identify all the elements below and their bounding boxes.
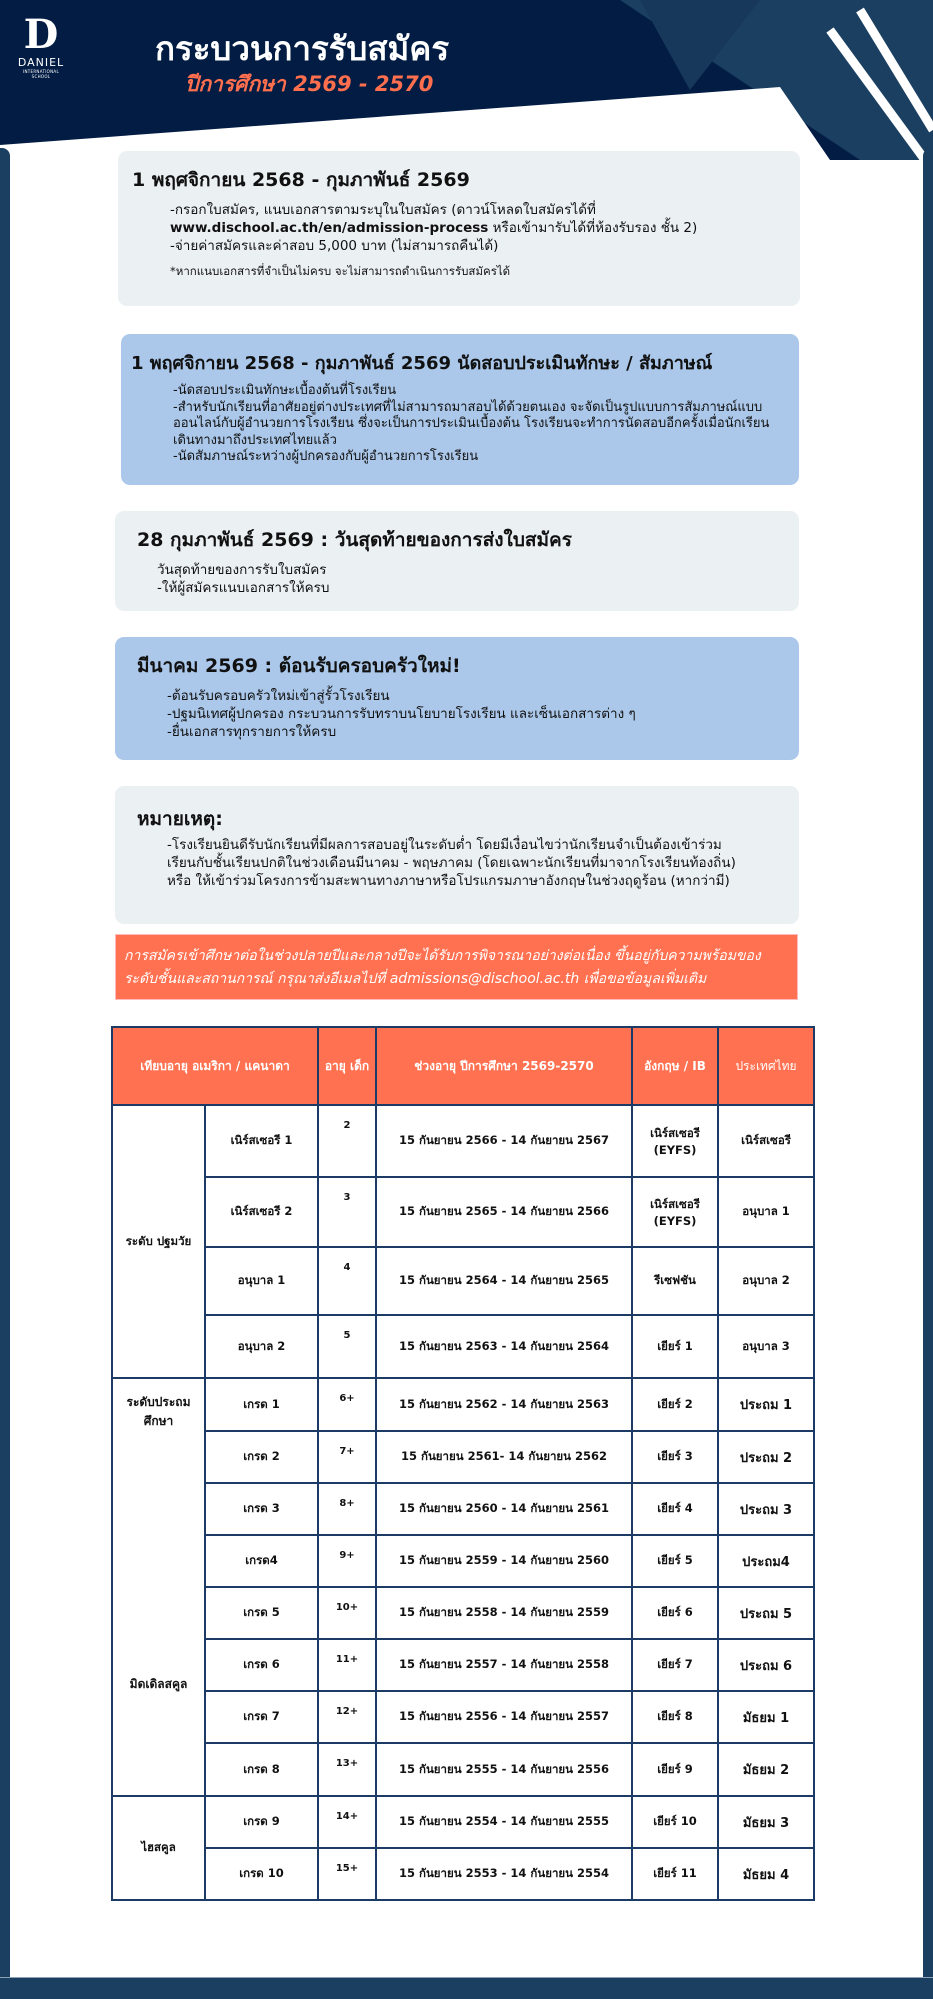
child-age: 7+ [318, 1431, 376, 1483]
birth-date-range: 15 กันยายน 2560 - 14 กันยายน 2561 [376, 1483, 632, 1535]
table-row [112, 1639, 814, 1691]
table-header: เทียบอายุ อเมริกา / แคนาดา อายุ เด็ก ช่วงอายุ ปีการศึกษา 2569-2570 อังกฤษ / IB ประเทศไทย [112, 1027, 814, 1105]
level-group [112, 1796, 205, 1900]
table-row [112, 1315, 814, 1378]
child-age: 9+ [318, 1535, 376, 1587]
child-age: 5 [318, 1315, 376, 1378]
table-row [112, 1177, 814, 1247]
birth-date-range: 15 กันยายน 2553 - 14 กันยายน 2554 [376, 1848, 632, 1900]
birth-date-range: 15 กันยายน 2558 - 14 กันยายน 2559 [376, 1587, 632, 1639]
uk-ib-year: เยียร์ 9 [632, 1743, 718, 1796]
us-grade: เกรด4 [205, 1535, 318, 1587]
child-age: 3 [318, 1177, 376, 1247]
table-row [112, 1691, 814, 1743]
uk-ib-year: รีเซฟชัน [632, 1247, 718, 1315]
uk-ib-year: เยียร์ 7 [632, 1639, 718, 1691]
birth-date-range: 15 กันยายน 2554 - 14 กันยายน 2555 [376, 1796, 632, 1848]
child-age: 15+ [318, 1848, 376, 1900]
thai-grade: ประถม 1 [718, 1378, 814, 1431]
birth-date-range: 15 กันยายน 2562 - 14 กันยายน 2563 [376, 1378, 632, 1431]
step-deadline: 28 กุมภาพันธ์ 2569 : วันสุดท้ายของการส่งใบสมัคร วันสุดท้ายของการรับใบสมัคร -ให้ผู้สมัครแนบเอกสารให้ครบ [115, 511, 799, 611]
uk-ib-year: เนิร์สเซอรี (EYFS) [632, 1105, 718, 1177]
age-grade-table [111, 1026, 815, 1901]
thai-grade: ประถม 6 [718, 1639, 814, 1691]
thai-grade: อนุบาล 1 [718, 1177, 814, 1247]
birth-date-range: 15 กันยายน 2563 - 14 กันยายน 2564 [376, 1315, 632, 1378]
thai-grade: ประถม 2 [718, 1431, 814, 1483]
thai-grade: มัธยม 3 [718, 1796, 814, 1848]
child-age: 6+ [318, 1378, 376, 1431]
us-grade: เกรด 6 [205, 1639, 318, 1691]
table-row [112, 1378, 814, 1431]
birth-date-range: 15 กันยายน 2561- 14 กันยายน 2562 [376, 1431, 632, 1483]
uk-ib-year: เยียร์ 10 [632, 1796, 718, 1848]
group-label: ระดับประถม ศึกษา [126, 1395, 191, 1428]
us-grade: เกรด 3 [205, 1483, 318, 1535]
thai-grade: มัธยม 4 [718, 1848, 814, 1900]
uk-ib-year: เนิร์สเซอรี (EYFS) [632, 1177, 718, 1247]
child-age: 11+ [318, 1639, 376, 1691]
thai-grade: เนิร์สเซอรี [718, 1105, 814, 1177]
admission-link[interactable]: www.dischool.ac.th/en/admission-process [170, 220, 489, 236]
page-title: กระบวนการรับสมัคร [155, 29, 450, 68]
us-grade: เกรด 2 [205, 1431, 318, 1483]
table-row [112, 1535, 814, 1587]
table-row [112, 1796, 814, 1848]
us-grade: เกรด 9 [205, 1796, 318, 1848]
thai-grade: มัธยม 2 [718, 1743, 814, 1796]
birth-date-range: 15 กันยายน 2555 - 14 กันยายน 2556 [376, 1743, 632, 1796]
table-row [112, 1743, 814, 1796]
table-row [112, 1848, 814, 1900]
step-assessment: 1 พฤศจิกายน 2568 - กุมภาพันธ์ 2569 นัดสอบประเมินทักษะ / สัมภาษณ์ -นัดสอบประเมินทักษะเบื้องต้นที่โรงเรียน -สำหรับนักเรียนที่อาศัยอยู่ต่างประเทศที่ไม่สามารถมาสอบได้ด้วยตนเอง จะจัดเป็นรูปแบบการสัมภาษณ์แบบออนไลน์กับผู้อำนวยการโรงเรียน ซึ่งจะเป็นการประเมินเบื้องต้น โรงเรียนจะทำการนัดสอบอีกครั้งเมื่อนักเรียนเดินทางมาถึงประเทศไทยแล้ว -นัดสัมภาษณ์ระหว่างผู้ปกครองกับผู้อำนวยการโรงเรียน [121, 334, 799, 485]
us-grade: เนิร์สเซอรี 2 [205, 1177, 318, 1247]
us-grade: เกรด 8 [205, 1743, 318, 1796]
table-row [112, 1587, 814, 1639]
level-group [112, 1105, 205, 1378]
birth-date-range: 15 กันยายน 2557 - 14 กันยายน 2558 [376, 1639, 632, 1691]
us-grade: เกรด 5 [205, 1587, 318, 1639]
remarks: หมายเหตุ: -โรงเรียนยินดีรับนักเรียนที่มีผลการสอบอยู่ในระดับต่ำ โดยมีเงื่อนไขว่านักเรียนจำเป็นต้องเข้าร่วมเรียนกับชั้นเรียนปกติในช่วงเดือนมีนาคม - พฤษภาคม (โดยเฉพาะนักเรียนที่มาจากโรงเรียนท้องถิ่น) หรือ ให้เข้าร่วมโครงการข้ามสะพานทางภาษาหรือโปรแกรมภาษาอังกฤษในช่วงฤดูร้อน (หากว่ามี) [115, 786, 799, 924]
us-grade: อนุบาล 1 [205, 1247, 318, 1315]
birth-date-range: 15 กันยายน 2566 - 14 กันยายน 2567 [376, 1105, 632, 1177]
mid-year-admission-banner: การสมัครเข้าศึกษาต่อในช่วงปลายปีและกลางปีจะได้รับการพิจารณาอย่างต่อเนื่อง ขึ้นอยู่กับความพร้อมของระดับชั้นและสถานการณ์ กรุณาส่งอีเมลไปที่ admissions@dischool.ac.th เพื่อขอข้อมูลเพิ่มเติม [115, 934, 798, 1000]
level-group [112, 1378, 205, 1796]
group-label: ไฮสคูล [141, 1840, 176, 1854]
thai-grade: อนุบาล 2 [718, 1247, 814, 1315]
left-border [0, 148, 10, 1978]
child-age: 13+ [318, 1743, 376, 1796]
child-age: 2 [318, 1105, 376, 1177]
group-label: ระดับ ปฐมวัย [125, 1233, 192, 1248]
thai-grade: ประถม 5 [718, 1587, 814, 1639]
thai-grade: ประถม4 [718, 1535, 814, 1587]
group-label: มิดเดิลสคูล [129, 1677, 188, 1691]
step-welcome: มีนาคม 2569 : ต้อนรับครอบครัวใหม่! -ต้อนรับครอบครัวใหม่เข้าสู่รั้วโรงเรียน -ปฐมนิเทศผู้ปกครอง กระบวนการรับทราบนโยบายโรงเรียน และเซ็นเอกสารต่าง ๆ -ยื่นเอกสารทุกรายการให้ครบ [115, 637, 799, 760]
us-grade: เนิร์สเซอรี 1 [205, 1105, 318, 1177]
child-age: 10+ [318, 1587, 376, 1639]
birth-date-range: 15 กันยายน 2556 - 14 กันยายน 2557 [376, 1691, 632, 1743]
footer-bar [0, 1977, 933, 1999]
academic-year: ปีการศึกษา 2569 - 2570 [185, 72, 434, 96]
birth-date-range: 15 กันยายน 2559 - 14 กันยายน 2560 [376, 1535, 632, 1587]
uk-ib-year: เยียร์ 5 [632, 1535, 718, 1587]
us-grade: เกรด 1 [205, 1378, 318, 1431]
thai-grade: มัธยม 1 [718, 1691, 814, 1743]
thai-grade: ประถม 3 [718, 1483, 814, 1535]
table-row [112, 1105, 814, 1177]
table-row [112, 1247, 814, 1315]
us-grade: เกรด 10 [205, 1848, 318, 1900]
child-age: 4 [318, 1247, 376, 1315]
uk-ib-year: เยียร์ 11 [632, 1848, 718, 1900]
child-age: 8+ [318, 1483, 376, 1535]
uk-ib-year: เยียร์ 3 [632, 1431, 718, 1483]
uk-ib-year: เยียร์ 6 [632, 1587, 718, 1639]
birth-date-range: 15 กันยายน 2564 - 14 กันยายน 2565 [376, 1247, 632, 1315]
table-row [112, 1431, 814, 1483]
right-border [923, 148, 933, 1978]
child-age: 14+ [318, 1796, 376, 1848]
uk-ib-year: เยียร์ 4 [632, 1483, 718, 1535]
step-application: 1 พฤศจิกายน 2568 - กุมภาพันธ์ 2569 -กรอกใบสมัคร, แนบเอกสารตามระบุในใบสมัคร (ดาวน์โหลดใบสมัครได้ที่ www.dischool.ac.th/en/admission-process หรือเข้ามารับได้ที่ห้องรับรอง ชั้น 2) -จ่ายค่าสมัครและค่าสอบ 5,000 บาท (ไม่สามารถคืนได้) *หากแนบเอกสารที่จำเป็นไม่ครบ จะไม่สามารถดำเนินการรับสมัครได้ [118, 151, 800, 306]
us-grade: เกรด 7 [205, 1691, 318, 1743]
uk-ib-year: เยียร์ 1 [632, 1315, 718, 1378]
uk-ib-year: เยียร์ 8 [632, 1691, 718, 1743]
us-grade: อนุบาล 2 [205, 1315, 318, 1378]
thai-grade: อนุบาล 3 [718, 1315, 814, 1378]
table-row [112, 1483, 814, 1535]
school-logo: D DANIEL INTERNATIONAL SCHOOL [17, 11, 65, 79]
uk-ib-year: เยียร์ 2 [632, 1378, 718, 1431]
birth-date-range: 15 กันยายน 2565 - 14 กันยายน 2566 [376, 1177, 632, 1247]
child-age: 12+ [318, 1691, 376, 1743]
header-background [0, 0, 933, 160]
